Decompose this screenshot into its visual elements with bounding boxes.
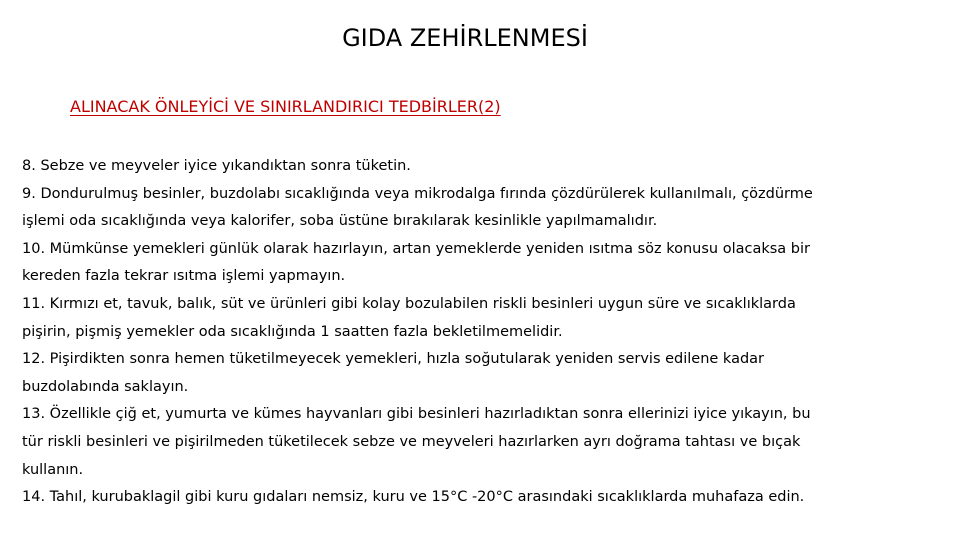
text-line: 13. Özellikle çiğ et, yumurta ve kümes hayvanları gibi besinleri hazırladıktan sonra ellerinizi iyice yıkayın, bu <box>22 406 811 423</box>
measures-list <box>22 153 917 512</box>
text-line: 8. Sebze ve meyveler iyice yıkandıktan sonra tüketin. <box>22 158 411 174</box>
text-line: 11. Kırmızı et, tavuk, balık, süt ve ürünleri gibi kolay bozulabilen riskli besinleri uygun süre ve sıcaklıklarda <box>22 295 796 312</box>
text-line: tür riskli besinleri ve pişirilmeden tüketilecek sebze ve meyveleri hazırlarken ayrı doğrama tahtası ve bıçak <box>22 433 801 450</box>
text-line: kullanın. <box>22 461 84 478</box>
slide-title: GIDA ZEHİRLENMESİ <box>342 24 588 52</box>
slide-subtitle: ALINACAK ÖNLEYİCİ VE SINIRLANDIRICI TEDBİRLER(2) <box>70 97 501 116</box>
text-line: pişirin, pişmiş yemekler oda sıcaklığında 1 saatten fazla bekletilmemelidir. <box>22 323 563 340</box>
text-line: işlemi oda sıcaklığında veya kalorifer, soba üstüne bırakılarak kesinlikle yapılmamalıdır. <box>22 213 658 230</box>
text-line: buzdolabında saklayın. <box>22 378 189 395</box>
text-line: kereden fazla tekrar ısıtma işlemi yapmayın. <box>22 268 346 285</box>
text-line: 12. Pişirdikten sonra hemen tüketilmeyecek yemekleri, hızla soğutularak yeniden servis edilene kadar <box>22 351 765 368</box>
text-line: 9. Dondurulmuş besinler, buzdolabı sıcaklığında veya mikrodalga fırında çözdürülerek kullanılmalı, çözdürme <box>22 185 813 202</box>
text-line: 14. Tahıl, kurubaklagil gibi kuru gıdaları nemsiz, kuru ve 15°C -20°C arasındaki sıcaklıklarda muhafaza edin. <box>22 489 805 506</box>
text-line: 10. Mümkünse yemekleri günlük olarak hazırlayın, artan yemeklerde yeniden ısıtma söz konusu olacaksa bir <box>22 240 810 257</box>
